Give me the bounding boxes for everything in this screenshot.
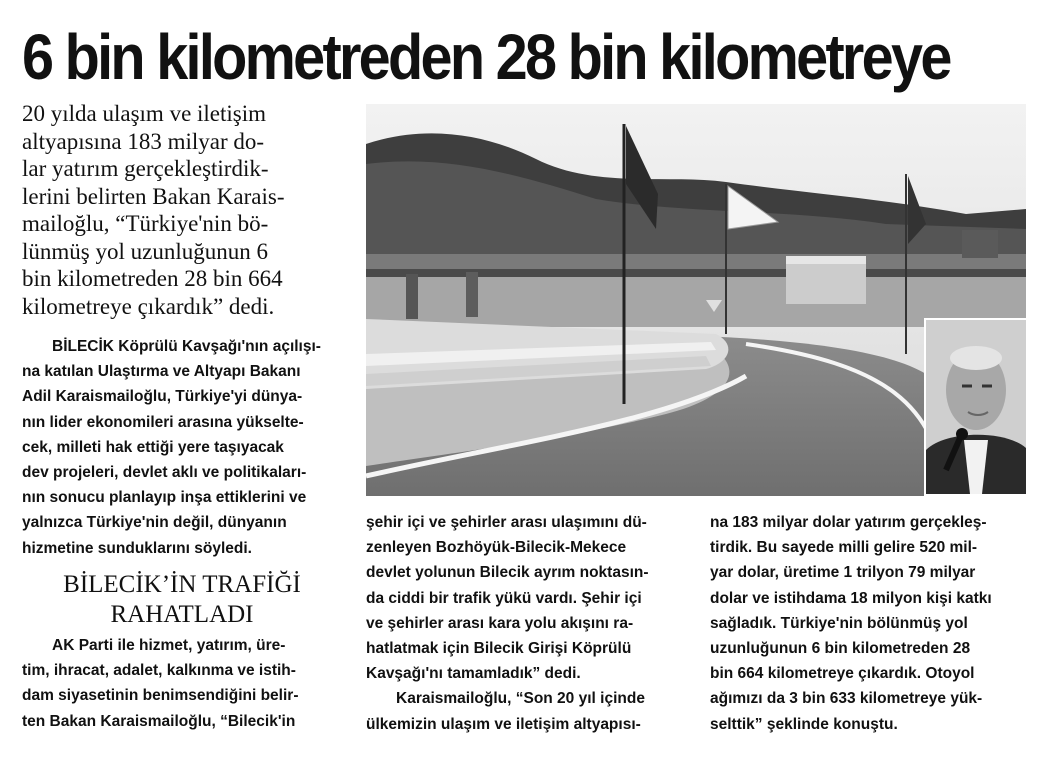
- text-line: Kavşağı'nı tamamladık” dedi.: [366, 665, 581, 683]
- minister-portrait: [924, 318, 1028, 496]
- text-line: ten Bakan Karaismailoğlu, “Bilecik'in: [22, 712, 296, 730]
- text-line: nın sonucu planlayıp inşa ettiklerini ve: [22, 489, 307, 507]
- text-line: nın lider ekonomileri arasına yükselte-: [22, 413, 304, 431]
- text-line: yalnızca Türkiye'nin değil, dünyanın: [22, 514, 287, 532]
- text-line: hatlatmak için Bilecik Girişi Köprülü: [366, 640, 632, 658]
- text-line: dev projeleri, devlet aklı ve politikaları-: [22, 464, 307, 482]
- text-line: tim, ihracat, adalet, kalkınma ve istih-: [22, 662, 296, 680]
- text-line: BİLECİK Köprülü Kavşağı'nın açılışı-: [52, 338, 321, 355]
- text-line: cek, milleti hak ettiği yere taşıyacak: [22, 438, 284, 456]
- text-line: hizmetine sunduklarını söyledi.: [22, 539, 252, 557]
- lead-line: kilometreye çıkardık” dedi.: [22, 293, 275, 319]
- article-paragraph-1: [22, 334, 342, 561]
- text-line: devlet yolunun Bilecik ayrım noktasın-: [366, 564, 649, 582]
- text-line: ülkemizin ulaşım ve iletişim altyapısı-: [366, 715, 641, 733]
- article-paragraph-2: [22, 633, 344, 734]
- lead-line: 20 yılda ulaşım ve iletişim: [22, 101, 267, 126]
- text-line: selttik” şeklinde konuştu.: [710, 715, 898, 733]
- lead-line: lar yatırım gerçekleştirdik-: [22, 156, 269, 181]
- text-line: yar dolar, üretime 1 trilyon 79 milyar: [710, 564, 976, 582]
- text-line: zenleyen Bozhöyük-Bilecik-Mekece: [366, 539, 627, 557]
- text-line: bin 664 kilometreye çıkardık. Otoyol: [710, 665, 975, 683]
- text-line: na katılan Ulaştırma ve Altyapı Bakanı: [22, 363, 301, 381]
- text-line: ve şehirler arası kara yolu akışını ra-: [366, 614, 634, 632]
- article-paragraph-3: [366, 510, 700, 737]
- text-line: dam siyasetinin benimsendiğini belir-: [22, 687, 299, 705]
- headline: 6 bin kilometreden 28 bin kilometreye: [22, 21, 950, 93]
- text-line: Karaismailoğlu, “Son 20 yıl içinde: [396, 690, 645, 708]
- text-line: şehir içi ve şehirler arası ulaşımını dü-: [366, 514, 647, 531]
- text-line: dolar ve istihdama 18 milyon kişi katkı: [710, 589, 992, 607]
- lead-line: lerini belirten Bakan Karais-: [22, 183, 285, 209]
- article-paragraph-4: [710, 510, 1030, 737]
- lead-line: altyapısına 183 milyar do-: [22, 128, 265, 154]
- lead-line: mailoğlu, “Türkiye'nin bö-: [22, 211, 269, 236]
- lead-line: bin kilometreden 28 bin 664: [22, 266, 283, 291]
- text-line: ağımızı da 3 bin 633 kilometreye yük-: [710, 690, 983, 708]
- text-line: sağladık. Türkiye'nin bölünmüş yol: [710, 614, 968, 632]
- text-line: tirdik. Bu sayede milli gelire 520 mil-: [710, 539, 978, 557]
- text-line: Adil Karaismailoğlu, Türkiye'yi dünya-: [22, 388, 303, 406]
- lead-line: lünmüş yol uzunluğunun 6: [22, 238, 268, 264]
- text-line: na 183 milyar dolar yatırım gerçekleş-: [710, 514, 987, 531]
- subheading: [22, 570, 342, 630]
- subheading-line: BİLECİK’İN TRAFİĞİ: [63, 571, 301, 598]
- subheading-line: RAHATLADI: [110, 601, 254, 628]
- text-line: uzunluğunun 6 bin kilometreden 28: [710, 640, 971, 658]
- lead-paragraph: [22, 100, 352, 320]
- text-line: da ciddi bir trafik yükü vardı. Şehir içi: [366, 589, 642, 607]
- text-line: AK Parti ile hizmet, yatırım, üre-: [52, 637, 286, 654]
